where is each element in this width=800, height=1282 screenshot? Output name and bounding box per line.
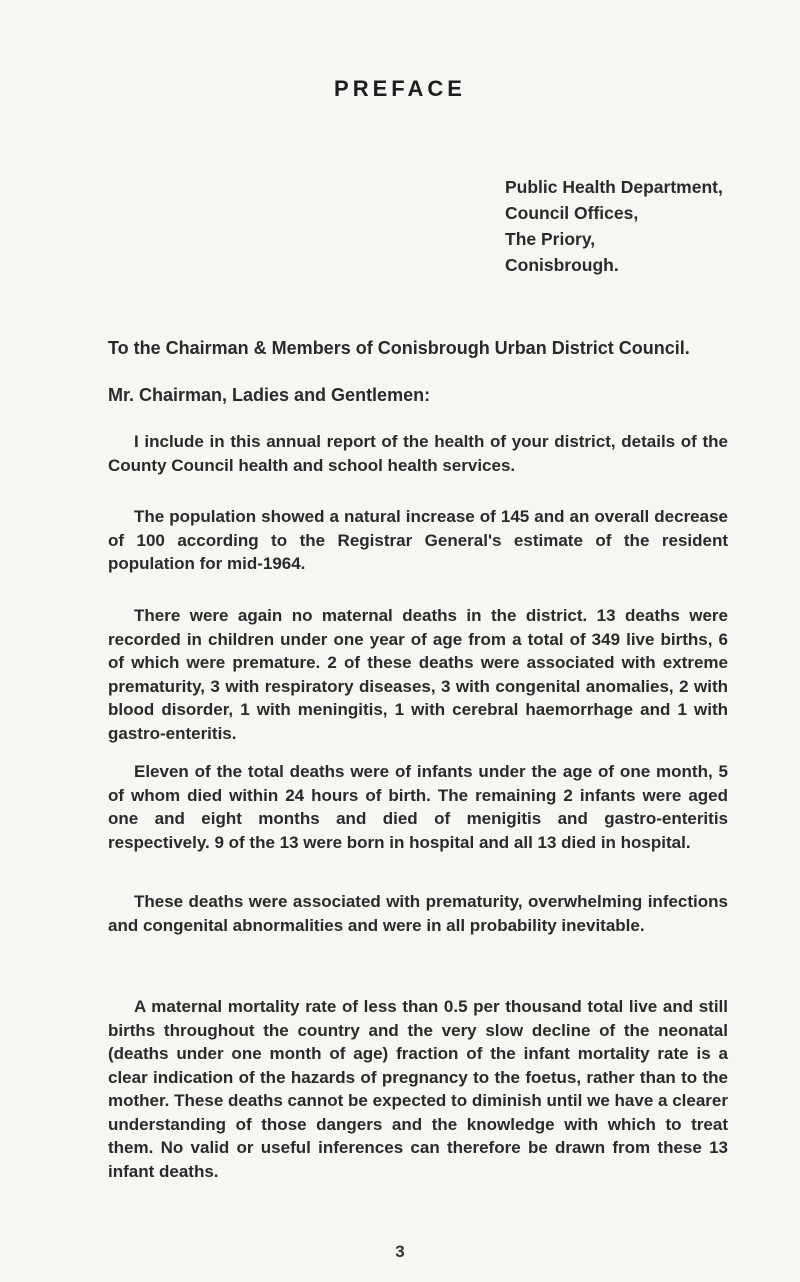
- body-paragraph: [108, 760, 728, 854]
- address-line: Conisbrough.: [505, 255, 619, 275]
- body-paragraph: [108, 505, 728, 576]
- paragraph-text: A maternal mortality rate of less than 0.5 per thousand total live and still births throughout the country and the very slow decline of the neonatal (deaths under one month of age) fraction of the infant mortality rate is a clear indication of the hazards of pregnancy to the foetus, rather than to the mother. These deaths cannot be expected to diminish until we have a clearer understanding of those dangers and the knowledge with which to treat them. No valid or useful inferences can therefore be drawn from these 13 infant deaths.: [108, 997, 728, 1181]
- address-line: The Priory,: [505, 229, 596, 249]
- body-paragraph: [108, 995, 728, 1183]
- paragraph-text: I include in this annual report of the health of your district, details of the County Council health and school health services.: [108, 432, 728, 475]
- address-line: Public Health Department,: [505, 177, 723, 197]
- page-number: 3: [395, 1242, 405, 1261]
- body-paragraph: [108, 890, 728, 937]
- sender-address: [505, 174, 795, 278]
- page-title: PREFACE: [334, 76, 466, 101]
- paragraph-text: These deaths were associated with prematurity, overwhelming infections and congenital abnormalities and were in all probability inevitable.: [108, 892, 728, 935]
- paragraph-text: Eleven of the total deaths were of infants under the age of one month, 5 of whom died within 24 hours of birth. The remaining 2 infants were aged one and eight months and died of menigitis and gastro-enteritis respectively. 9 of the 13 were born in hospital and all 13 died in hospital.: [108, 762, 728, 852]
- paragraph-text: The population showed a natural increase of 145 and an overall decrease of 100 according to the Registrar General's estimate of the resident population for mid-1964.: [108, 507, 728, 573]
- body-paragraph: [108, 604, 728, 745]
- salutation-line: Mr. Chairman, Ladies and Gentlemen:: [108, 385, 431, 405]
- addressee-line: To the Chairman & Members of Conisbrough Urban District Council.: [108, 338, 690, 358]
- paragraph-text: There were again no maternal deaths in the district. 13 deaths were recorded in children under one year of age from a total of 349 live births, 6 of which were premature. 2 of these deaths were associated with extreme prematurity, 3 with respiratory diseases, 3 with congenital anomalies, 2 with blood disorder, 1 with meningitis, 1 with cerebral haemorrhage and 1 with gastro-enteritis.: [108, 606, 728, 743]
- body-paragraph: [108, 430, 728, 477]
- address-line: Council Offices,: [505, 203, 639, 223]
